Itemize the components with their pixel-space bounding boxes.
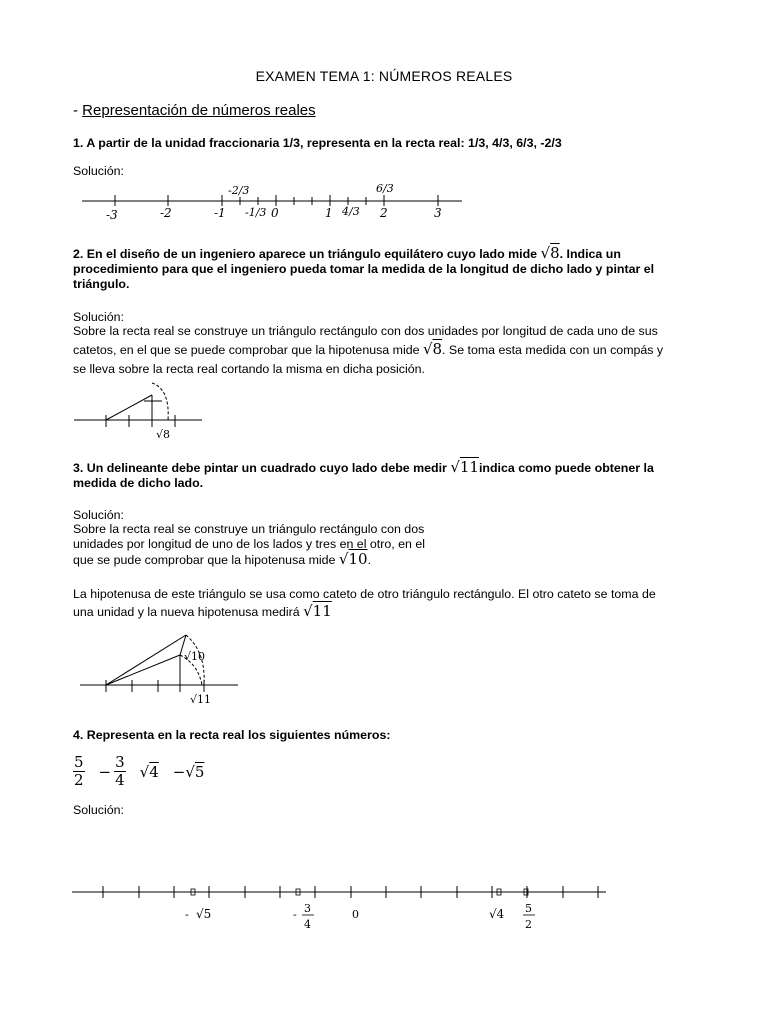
q2-solution-label: Solución: [73,310,124,324]
q4-numbers [73,754,204,789]
q3-solution-line-3: que se pude comprobar que la hipotenusa mide √10. [73,550,372,568]
q4-label-zero: 0 [352,908,359,921]
q3-solution-label: Solución: [73,508,124,522]
q3-axis-ticks [106,680,204,692]
q3-sqrt: √11 [450,458,479,476]
q4-label-sqrt4: √4 [489,907,505,921]
q3-sol-sqrt11: √11 [303,602,332,620]
q4-label-neg-frac-sign: - [293,908,297,921]
q2-sol-radicand: 8 [432,340,443,358]
label-one: 1 [325,206,333,220]
q4-minus-1: − [98,762,112,781]
q2-radicand: 8 [550,244,560,262]
label-minus-3: -3 [106,208,118,222]
q3-solution-line-4: La hipotenusa de este triángulo se usa como cateto de otro triángulo rectángulo. El otro cateto se toma de [73,587,656,601]
label-three: 3 [434,206,442,220]
section-heading [73,102,316,119]
q4-r1: 4 [149,762,159,781]
q3-radicand-10: 10 [348,550,368,568]
label-four-thirds: 4/3 [342,205,360,218]
question-2 [73,246,693,292]
q4-neg-sqrt5: − √ 5 [172,762,205,781]
q4-f1-den: 2 [74,771,84,789]
q4-label-frac-num: 5 [525,902,532,915]
q2-axis-ticks [106,415,175,427]
q3-diagram [76,630,246,710]
q3-sol-sqrt10: √10 [338,550,368,568]
q4-label-neg-sqrt5: √5 [196,907,212,921]
q4-label-neg-sqrt5-sign: - [185,908,189,921]
q2-solution-line-2 [73,342,713,358]
q2-solution-line-1: Sobre la recta real se construye un triángulo rectángulo con dos unidades por longitud de cada uno de sus [73,324,658,338]
q3-sol-radicand-11: 11 [312,602,332,620]
q4-label-frac-den: 2 [525,918,532,931]
q2-text-after: . Indica un procedimiento para que el ingeniero pueda tomar la medida de la longitud de dicho lado y pintar el triángulo. [73,247,655,291]
q3-sol-line5-before: una unidad y la nueva hipotenusa medirá [73,605,300,619]
q3-hypotenuse-10 [106,655,180,685]
q4-frac-3-4 [114,754,126,789]
section-dash: - [73,102,83,119]
q2-sol-line2-after: . Se toma esta medida con un compás y [442,343,664,357]
page-title: EXAMEN TEMA 1: NÚMEROS REALES [255,68,513,84]
q3-hypotenuse-11 [106,635,186,685]
question-1: 1. A partir de la unidad fraccionaria 1/3, representa en la recta real: 1/3, 4/3, 6/3, -2/3 [73,136,562,150]
q4-solution-label: Solución: [73,803,124,817]
q3-text-after: indica como puede obtener la medida de dicho lado. [73,461,654,490]
label-minus-2: -2 [160,206,172,220]
q4-sqrt4: √ 4 [139,762,159,781]
label-six-thirds: 6/3 [376,182,394,195]
q3-solution-line-1: Sobre la recta real se construye un triángulo rectángulo con dos [73,522,425,536]
q2-sqrt: √8 [540,244,560,262]
q3-radicand: 11 [459,458,479,476]
q2-sol-sqrt: √8 [422,340,443,358]
q3-sol-line3-before: que se pude comprobar que la hipotenusa mide [73,553,336,567]
q3-solution-line-5 [73,604,713,620]
q3-label-sqrt11: √11 [190,693,212,706]
q2-diagram [70,375,210,445]
q2-label-sqrt8: √8 [156,428,171,441]
q4-f2-num: 3 [115,753,125,771]
q4-neg-frac [99,754,126,789]
q4-f2-den: 4 [115,771,125,789]
q4-r2: 5 [194,762,205,781]
q4-minus-2: − [172,762,186,781]
label-two: 2 [380,206,388,220]
q2-sol-line2-before: catetos, en el que se puede comprobar que la hipotenusa mide [73,343,420,357]
label-zero: 0 [271,206,279,220]
q4-frac-5-2 [73,754,85,789]
q1-solution-label: Solución: [73,164,124,178]
question-4: 4. Representa en la recta real los siguientes números: [73,728,391,742]
q3-solution-line-2: unidades por longitud de uno de los lados y tres en el otro, en el [73,537,425,551]
q3-label-sqrt10: √10 [184,650,206,663]
q2-solution-line-3: se lleva sobre la recta real cortando la misma en dicha posición. [73,362,425,376]
q2-text-before: 2. En el diseño de un ingeniero aparece un triángulo equilátero cuyo lado mide [73,247,538,261]
question-3 [73,460,693,491]
q4-label-neg-frac-num: 3 [304,902,311,915]
label-minus-two-thirds: -2/3 [228,184,250,197]
label-minus-one-third: -1/3 [245,206,267,219]
q4-f1-num: 5 [74,753,84,771]
q4-label-neg-frac-den: 4 [304,918,311,931]
q1-number-line [70,180,470,230]
q3-text-before: 3. Un delineante debe pintar un cuadrado cuyo lado debe medir [73,461,447,475]
q4-number-line [68,878,613,938]
section-label: Representación de números reales [82,102,316,119]
label-minus-1: -1 [214,206,226,220]
